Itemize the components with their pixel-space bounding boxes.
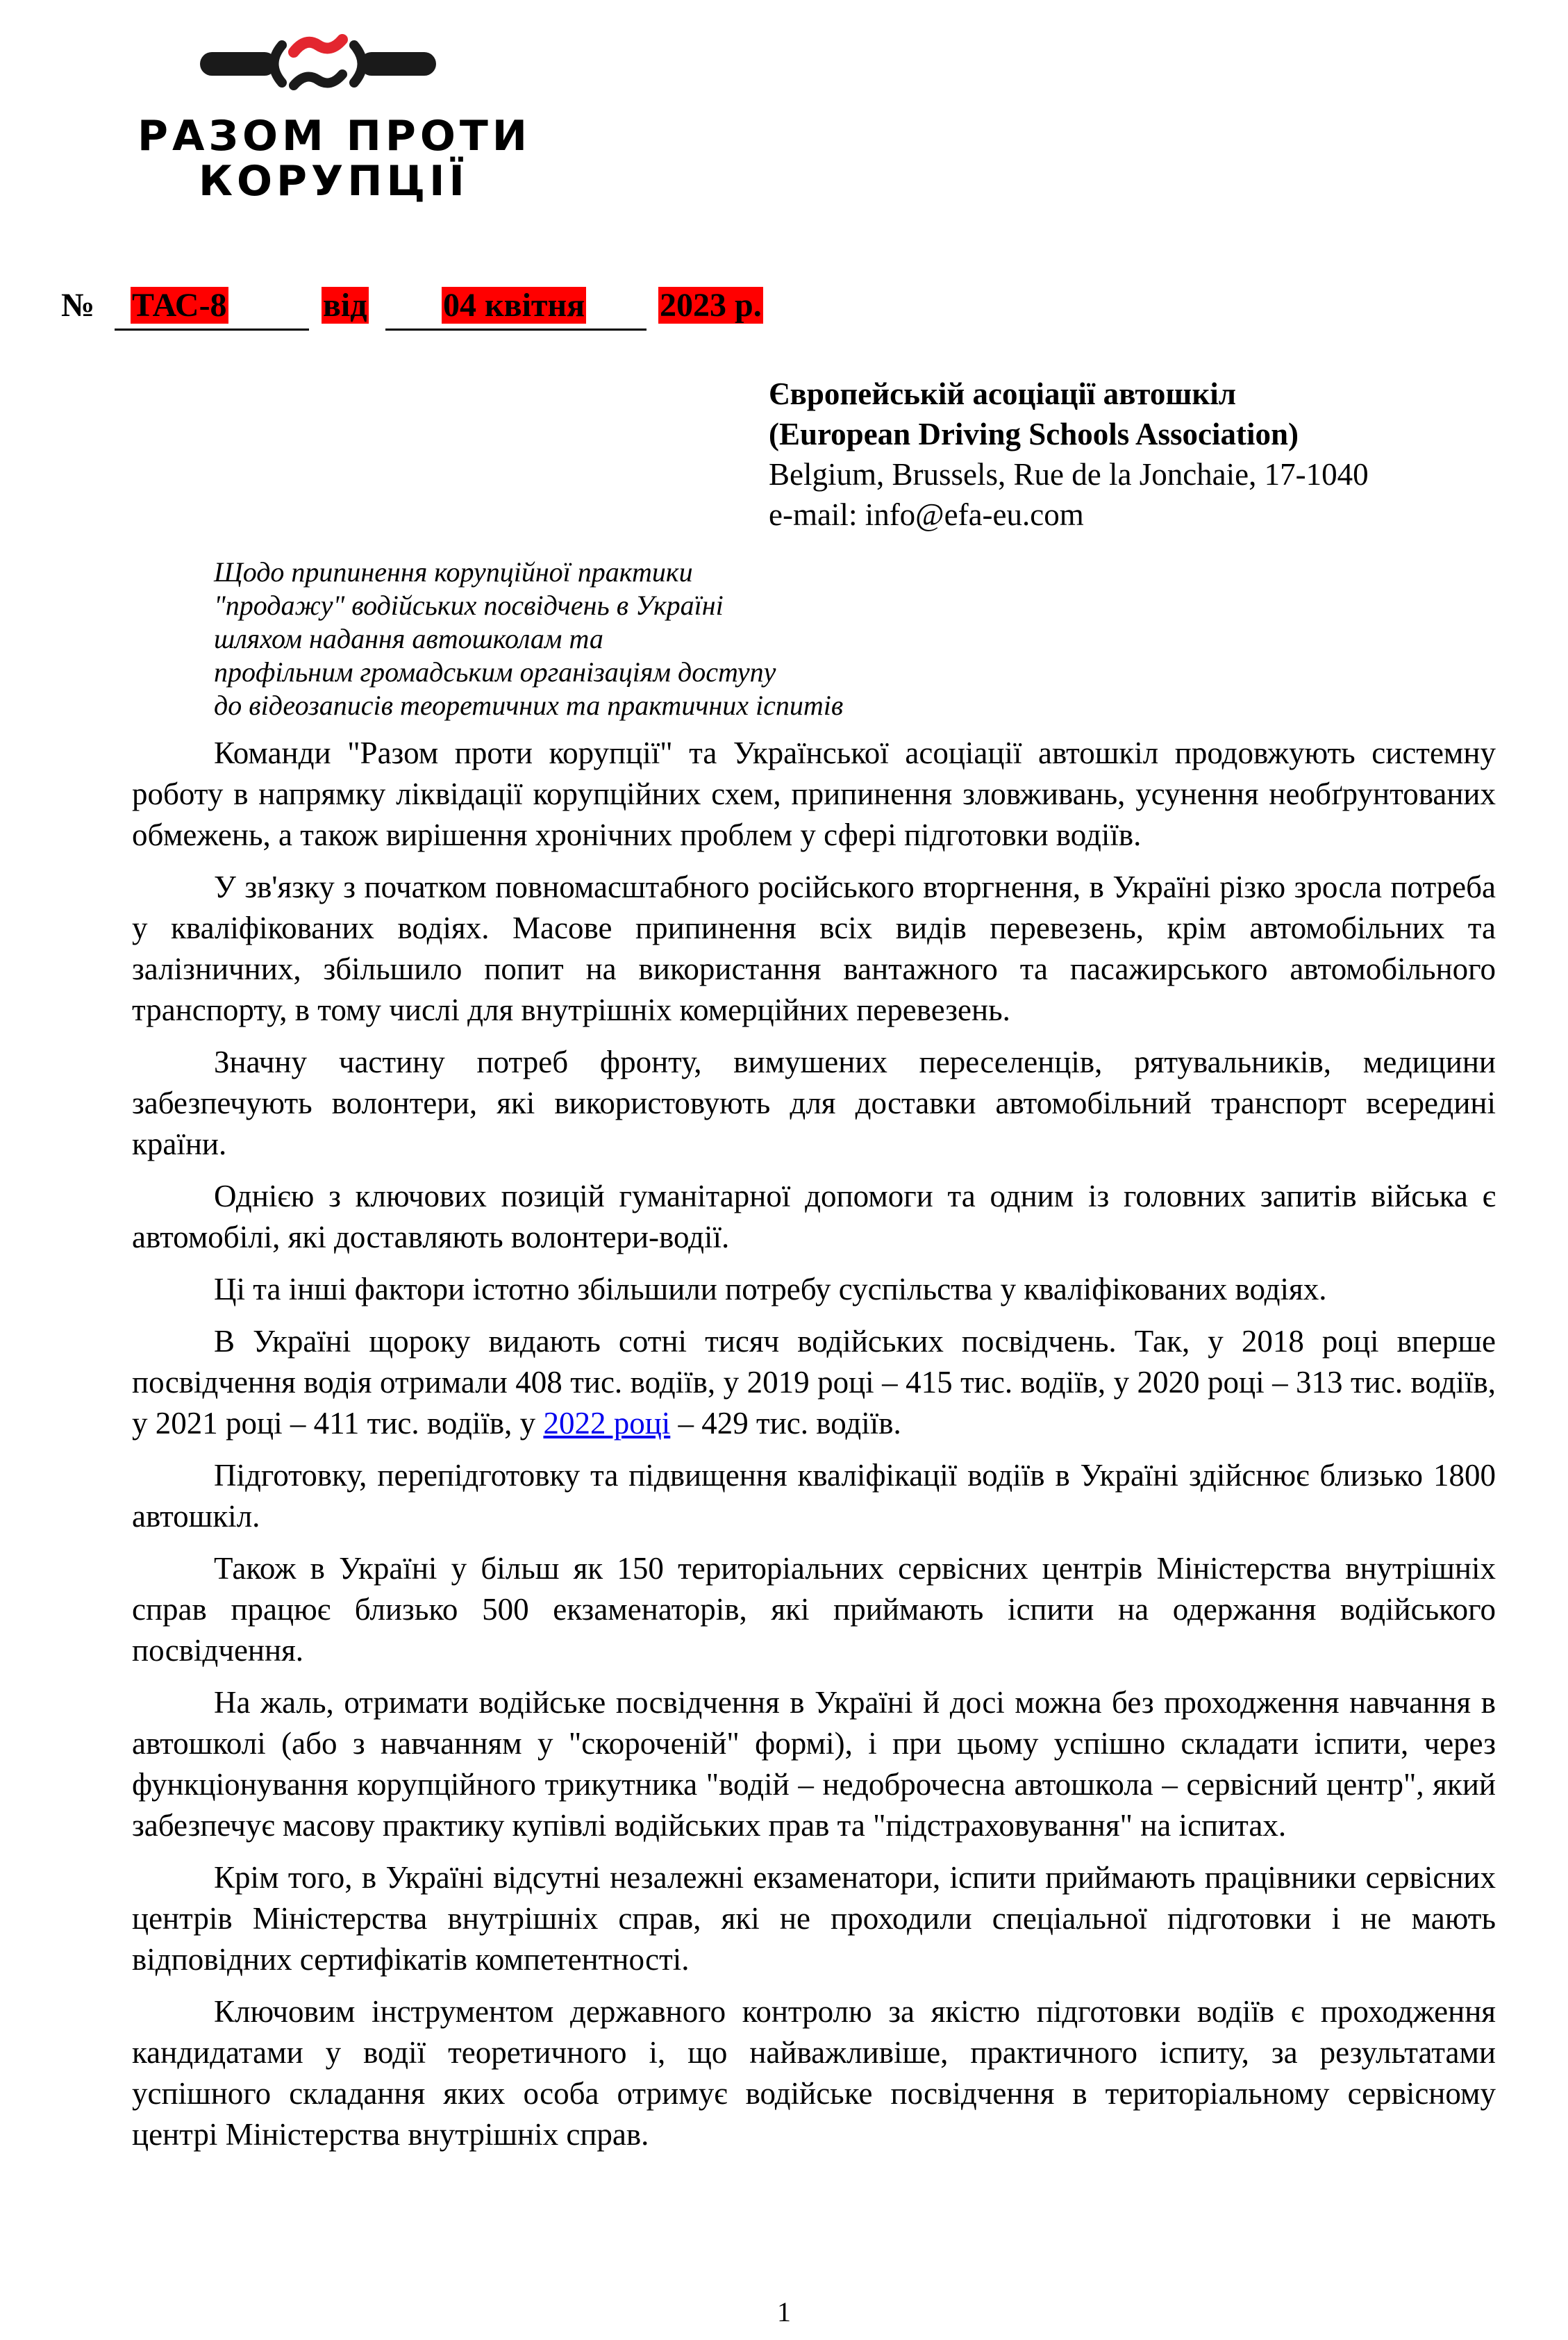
subject-line: до відеозаписів теоретичних та практичних іспитів <box>214 690 844 721</box>
body-paragraph: На жаль, отримати водійське посвідчення в Україні й досі можна без проходження навчання в автошколі (або з навчанням у "скороченій" формі), і при цьому успішно складати іспити, через функціонування корупційного трикутника "водій – недоброчесна автошкола – сервісний центр", який забезпечує масову практику купівлі водійських прав та "підстраховування" на іспитах. <box>132 1685 1496 1843</box>
body-paragraph: Ці та інші фактори істотно збільшили потребу суспільства у кваліфікованих водіях. <box>214 1272 1327 1306</box>
addressee-address: Belgium, Brussels, Rue de la Jonchaie, 17-1040 <box>769 457 1369 492</box>
body-paragraph: Також в Україні у більш як 150 територіальних сервісних центрів Міністерства внутрішніх справ працює близько 500 екзаменаторів, які приймають іспити на одержання водійського посвідчення. <box>132 1551 1496 1668</box>
body-paragraph: У зв'язку з початком повномасштабного російського вторгнення, в Україні різко зросла потреба у кваліфікованих водіях. Масове припинення всіх видів перевезень, крім автомобільних та залізничних, збільшило попит на використання вантажного та пасажирського автомобільного транспорту, в тому числі для внутрішніх комерційних перевезень. <box>132 870 1496 1027</box>
body-paragraph-statistics: В Україні щороку видають сотні тисяч водійських посвідчень. Так, у 2018 році вперше посвідчення водія отримали 408 тис. водіїв, у 2019 році – 415 тис. водіїв, у 2020 році – 313 тис. водіїв, у 2021 році – 411 тис. водіїв, у 2022 році – 429 тис. водіїв. <box>132 1324 1496 1441</box>
subject-line: профільним громадським організаціям доступу <box>214 656 776 688</box>
logo-text-line2: КОРУПЦІЇ <box>199 157 469 206</box>
body-paragraph: Крім того, в Україні відсутні незалежні екзаменатори, іспити приймають працівники сервісних центрів Міністерства внутрішніх справ, які не проходили спеціальної підготовки і не мають відповідних сертифікатів компетентності. <box>132 1860 1496 1977</box>
addressee-name-ua: Європейській асоціації автошкіл <box>769 376 1237 411</box>
body-paragraph: Значну частину потреб фронту, вимушених переселенців, рятувальників, медицини забезпечують волонтери, які використовують для доставки автомобільний транспорт всередині країни. <box>132 1045 1496 1161</box>
chain-link-icon <box>200 31 436 97</box>
reg-date: 04 квітня <box>443 287 585 324</box>
page-number: 1 <box>777 2296 791 2327</box>
reg-number-label: № <box>61 287 95 324</box>
reg-date-underline <box>385 329 647 331</box>
subject-line: Щодо припинення корупційної практики <box>214 556 693 588</box>
reg-year: 2023 р. <box>660 287 762 324</box>
body-paragraph: Однією з ключових позицій гуманітарної допомоги та одним із головних запитів війська є автомобілі, які доставляють волонтери-водії. <box>132 1179 1496 1254</box>
logo-text-line1: РАЗОМ ПРОТИ <box>137 112 531 160</box>
body-paragraph: Підготовку, перепідготовку та підвищення кваліфікації водіїв в Україні здійснює близько 1800 автошкіл. <box>132 1458 1496 1534</box>
subject-line: "продажу" водійських посвідчень в Україні <box>214 590 724 621</box>
addressee-block <box>769 374 1369 535</box>
body-paragraph: Команди "Разом проти корупції" та Української асоціації автошкіл продовжують системну роботу в напрямку ліквідації корупційних схем, припинення зловживань, усунення необґрунтованих обмежень, а також вирішення хронічних проблем у сфері підготовки водіїв. <box>132 736 1496 852</box>
reg-number-underline <box>115 329 309 331</box>
reg-number: ТАС-8 <box>132 287 227 324</box>
subject-line: шляхом надання автошколам та <box>214 623 603 654</box>
addressee-email: e-mail: info@efa-eu.com <box>769 497 1084 532</box>
reg-from-label: від <box>323 287 367 324</box>
addressee-name-en: (European Driving Schools Association) <box>769 417 1299 451</box>
subject-block <box>214 556 843 722</box>
letter-body <box>132 733 1496 2166</box>
organization-logo <box>137 31 531 206</box>
statistics-2022-link[interactable]: 2022 році <box>543 1406 671 1441</box>
body-paragraph: Ключовим інструментом державного контролю за якістю підготовки водіїв є проходження кандидатами у водії теоретичного і, що найважливіше, практичного іспиту, за результатами успішного складання яких особа отримує водійське посвідчення в територіальному сервісному центрі Міністерства внутрішніх справ. <box>132 1994 1496 2152</box>
